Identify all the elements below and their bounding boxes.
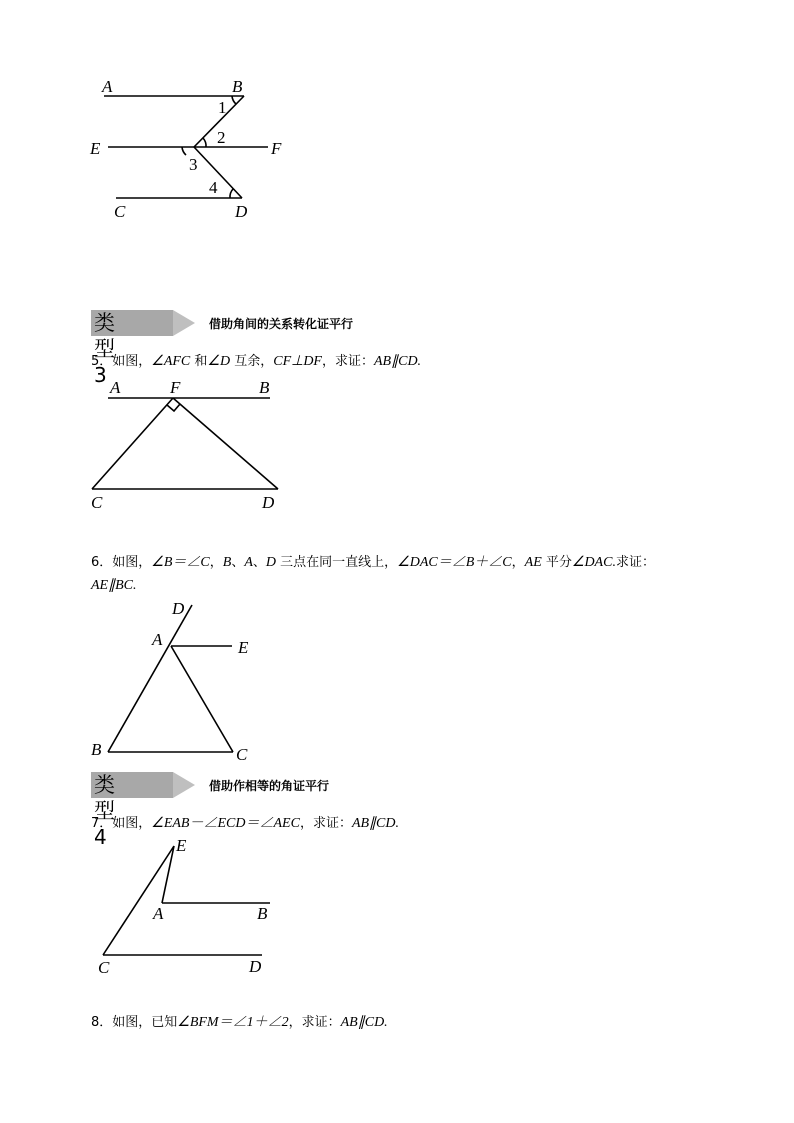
label-c: C xyxy=(236,745,248,764)
segment-ea xyxy=(162,846,174,903)
angle-mark-2 xyxy=(203,138,206,147)
label-angle-4: 4 xyxy=(209,178,218,197)
question-5: 5．如图，∠AFC 和∠D 互余，CF⊥DF，求证：AB∥CD. xyxy=(91,354,422,369)
label-b: B xyxy=(91,740,102,759)
question-6-line-1: 6．如图，∠B＝∠C，B、A、D 三点在同一直线上，∠DAC＝∠B＋∠C，AE 平分∠DAC.求证： xyxy=(91,555,655,570)
label-e: E xyxy=(238,638,249,657)
label-a: A xyxy=(153,904,164,923)
label-e: E xyxy=(176,836,187,855)
label-c: C xyxy=(114,202,126,221)
label-f: F xyxy=(271,139,282,158)
section-tag-label: 类型3 xyxy=(94,311,116,387)
label-a: A xyxy=(110,378,121,397)
label-angle-3: 3 xyxy=(189,155,198,174)
question-6-line-2: AE∥BC. xyxy=(91,578,137,593)
angle-mark-1 xyxy=(232,96,236,104)
label-f: F xyxy=(170,378,181,397)
segment-ce xyxy=(103,846,174,955)
question-8: 8．如图，已知∠BFM＝∠1＋∠2，求证：AB∥CD. xyxy=(91,1015,388,1030)
label-a: A xyxy=(102,77,113,96)
right-angle-mark xyxy=(167,404,180,411)
segment-fd xyxy=(173,398,278,489)
label-b: B xyxy=(257,904,268,923)
label-b: B xyxy=(259,378,270,397)
label-c: C xyxy=(98,958,110,977)
section-title: 借助角间的关系转化证平行 xyxy=(209,317,354,331)
angle-mark-3 xyxy=(182,147,186,155)
label-a: A xyxy=(152,630,163,649)
label-angle-2: 2 xyxy=(217,128,226,147)
label-d: D xyxy=(235,202,248,221)
segment-fc xyxy=(92,398,173,489)
section-title: 借助作相等的角证平行 xyxy=(209,779,330,793)
label-d: D xyxy=(262,493,275,512)
label-d: D xyxy=(249,957,262,976)
label-e: E xyxy=(90,139,101,158)
label-angle-1: 1 xyxy=(218,98,227,117)
section-tag-label: 类型4 xyxy=(94,773,116,849)
label-d: D xyxy=(172,599,185,618)
angle-mark-4 xyxy=(230,189,233,198)
segment-ef-to-d xyxy=(194,147,242,198)
question-7: 7．如图，∠EAB－∠ECD＝∠AEC，求证：AB∥CD. xyxy=(91,816,400,831)
segment-b-to-ef xyxy=(194,96,244,147)
label-b: B xyxy=(232,77,243,96)
segment-ac xyxy=(171,646,233,752)
label-c: C xyxy=(91,493,103,512)
segment-ba-extended xyxy=(108,605,192,752)
